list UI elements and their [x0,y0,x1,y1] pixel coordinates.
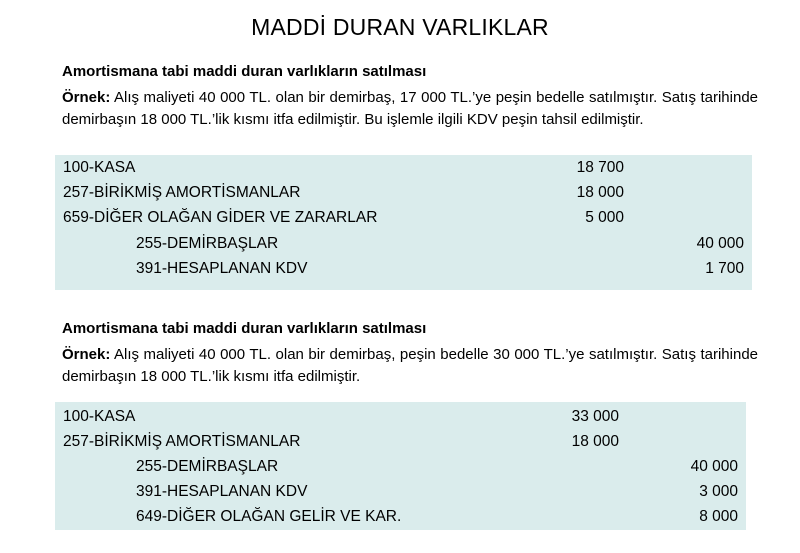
debit-amount: 5 000 [585,209,624,226]
journal-row [55,205,752,230]
credit-amount: 8 000 [699,508,738,525]
example-text: Alış maliyeti 40 000 TL. olan bir demirbaş, 17 000 TL.’ye peşin bedelle satılmıştır. Satış tarihinde demirbaşın 18 000 TL.’lik kısmı itfa edilmiştir. Bu işlemle ilgili KDV peşin tahsil edilmiştir. [62,89,759,128]
account-name: 257-BİRİKMİŞ AMORTİSMANLAR [63,433,301,450]
account-name: 391-HESAPLANAN KDV [136,483,308,500]
debit-amount: 33 000 [571,408,619,425]
example-label: Örnek: [62,89,111,106]
section-heading: Amortismana tabi maddi duran varlıkların satılması [62,320,427,337]
journal-entry-table [55,155,752,290]
credit-amount: 40 000 [696,235,744,252]
section-1 [62,62,758,131]
journal-row [55,404,746,429]
credit-amount: 3 000 [699,483,738,500]
journal-row [55,454,746,479]
journal-row [55,479,746,504]
example-paragraph [62,87,758,131]
account-name: 255-DEMİRBAŞLAR [136,235,279,252]
journal-row [55,504,746,529]
account-name: 100-KASA [63,408,136,425]
debit-amount: 18 000 [571,433,619,450]
example-paragraph [62,344,758,388]
journal-row [55,180,752,205]
journal-row [55,155,752,180]
example-text: Alış maliyeti 40 000 TL. olan bir demirbaş, peşin bedelle 30 000 TL.’ye satılmıştır. Satış tarihinde demirbaşın 18 000 TL.’lik kısmı itfa edilmiştir. [62,346,759,385]
example-label: Örnek: [62,346,111,363]
account-name: 649-DİĞER OLAĞAN GELİR VE KAR. [136,508,402,525]
account-name: 100-KASA [63,159,136,176]
debit-amount: 18 000 [576,184,624,201]
journal-row [55,256,752,281]
credit-amount: 1 700 [705,260,744,277]
journal-row [55,231,752,256]
journal-entry-table [55,402,746,530]
journal-row [55,429,746,454]
debit-amount: 18 700 [576,159,624,176]
section-2 [62,319,758,388]
account-name: 257-BİRİKMİŞ AMORTİSMANLAR [63,184,301,201]
account-name: 391-HESAPLANAN KDV [136,260,308,277]
section-heading: Amortismana tabi maddi duran varlıkların satılması [62,63,427,80]
page-title: MADDİ DURAN VARLIKLAR [251,14,549,40]
credit-amount: 40 000 [690,458,738,475]
account-name: 659-DİĞER OLAĞAN GİDER VE ZARARLAR [63,209,378,226]
account-name: 255-DEMİRBAŞLAR [136,458,279,475]
